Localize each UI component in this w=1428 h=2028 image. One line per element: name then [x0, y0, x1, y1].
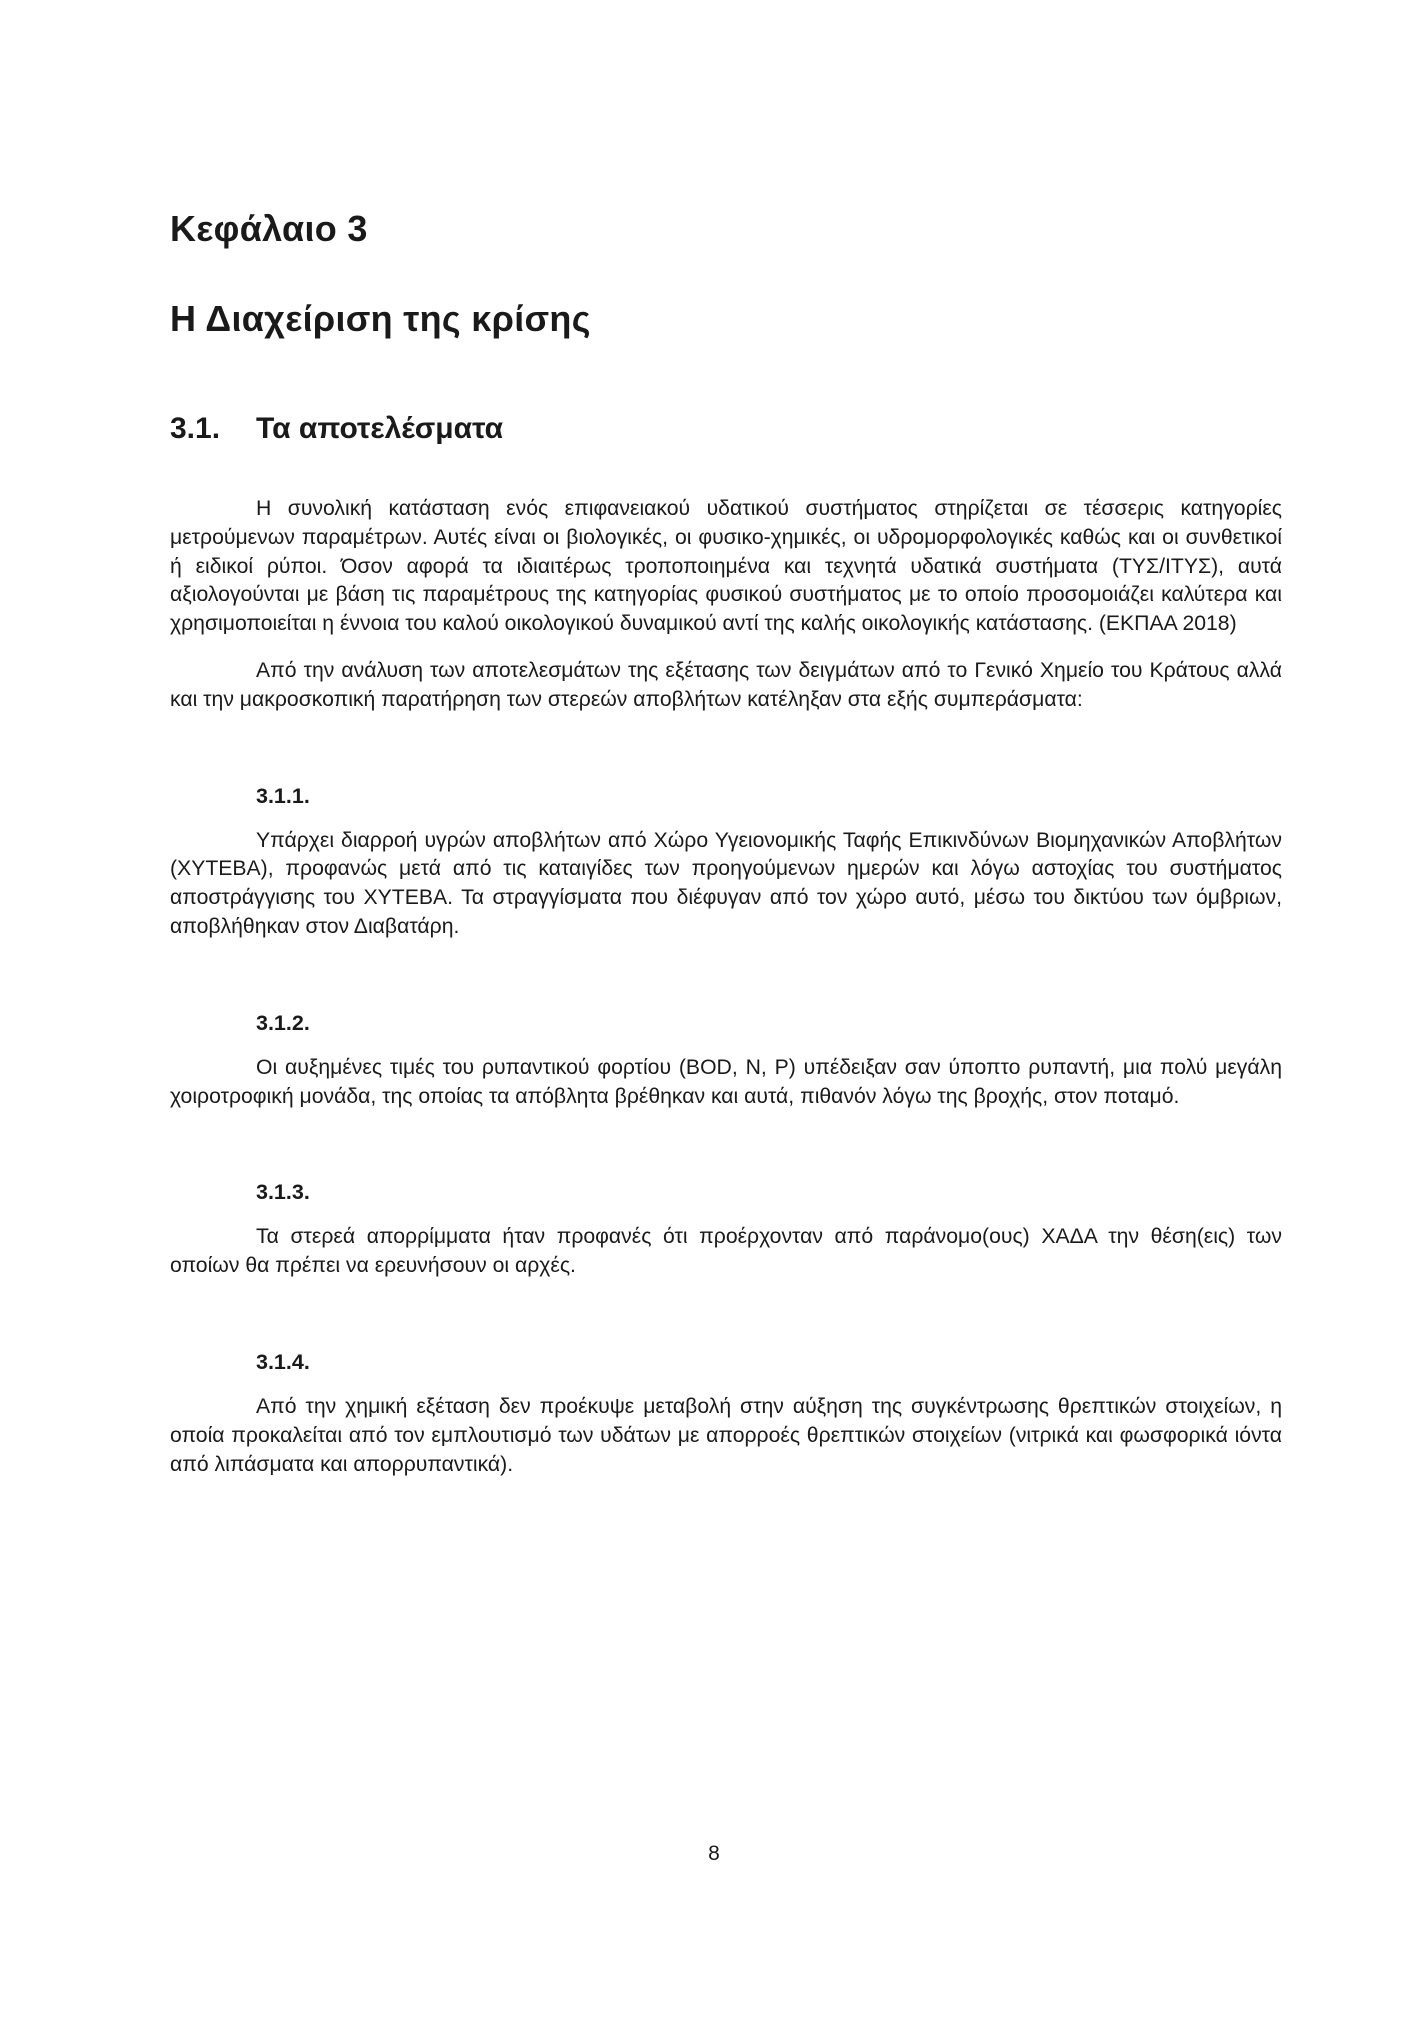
subsection-number: 3.1.3. — [256, 1180, 310, 1205]
section-number: 3.1. — [170, 412, 221, 445]
page-number: 8 — [708, 1842, 720, 1865]
page-content — [170, 205, 1282, 1479]
subsection-number: 3.1.2. — [256, 1010, 310, 1035]
section-paragraph: Η συνολική κατάσταση ενός επιφανειακού υδατικού συστήματος στηρίζεται σε τέσσερις κατηγορίες μετρούμενων παραμέτρων. Αυτές είναι οι βιολογικές, οι φυσικο-χημικές, οι υδρομορφολογικές καθώς και οι συνθετικοί ή ειδικοί ρύποι. Όσον αφορά τα ιδιαιτέρως τροποποιημένα και τεχνητά υδατικά συστήματα (ΤΥΣ/ΙΤΥΣ), αυτά αξιολογούνται με βάση τις παραμέτρους της κατηγορίας φυσικού συστήματος με το οποίο προσομοιάζει καλύτερα και χρησιμοποιείται η έννοια του καλού οικολογικού δυναμικού αντί της καλής οικολογικής κατάστασης. (ΕΚΠΑΑ 2018) — [170, 497, 1282, 636]
chapter-label: Κεφάλαιο 3 — [170, 208, 368, 249]
chapter-title: Η Διαχείριση της κρίσης — [170, 298, 591, 339]
subsection-paragraph: Τα στερεά απορρίμματα ήταν προφανές ότι προέρχονταν από παράνομο(ους) ΧΑΔΑ την θέση(εις) των οποίων θα πρέπει να ερευνήσουν οι αρχές. — [170, 1225, 1282, 1278]
subsection-number: 3.1.1. — [256, 783, 310, 808]
subsection-number: 3.1.4. — [256, 1349, 310, 1374]
section-heading — [170, 409, 1282, 449]
subsection-paragraph: Από την χημική εξέταση δεν προέκυψε μεταβολή στην αύξηση της συγκέντρωσης θρεπτικών στοιχείων, η οποία προκαλείται από τον εμπλουτισμό των υδάτων με απορροές θρεπτικών στοιχείων (νιτρικά και φωσφορικά ιόντα από λιπάσματα και απορρυπαντικά). — [170, 1394, 1282, 1476]
section-title: Τα αποτελέσματα — [256, 412, 504, 445]
section-paragraph: Από την ανάλυση των αποτελεσμάτων της εξέτασης των δειγμάτων από το Γενικό Χημείο του Κράτους αλλά και την μακροσκοπική παρατήρηση των στερεών αποβλήτων κατέληξαν στα εξής συμπεράσματα: — [170, 658, 1282, 711]
subsection-paragraph: Οι αυξημένες τιμές του ρυπαντικού φορτίου (BOD, N, P) υπέδειξαν σαν ύποπτο ρυπαντή, μια πολύ μεγάλη χοιροτροφική μονάδα, της οποίας τα απόβλητα βρέθηκαν και αυτά, πιθανόν λόγω της βροχής, στον ποταμό. — [170, 1055, 1282, 1108]
subsection-paragraph: Υπάρχει διαρροή υγρών αποβλήτων από Χώρο Υγειονομικής Ταφής Επικινδύνων Βιομηχανικών Αποβλήτων (ΧΥΤΕΒΑ), προφανώς μετά από τις καταιγίδες των προηγούμενων ημερών και λόγω αστοχίας του συστήματος αποστράγγισης του ΧΥΤΕΒΑ. Τα στραγγίσματα που διέφυγαν από τον χώρο αυτό, μέσω του δικτύου των όμβριων, αποβλήθηκαν στον Διαβατάρη. — [170, 828, 1282, 938]
